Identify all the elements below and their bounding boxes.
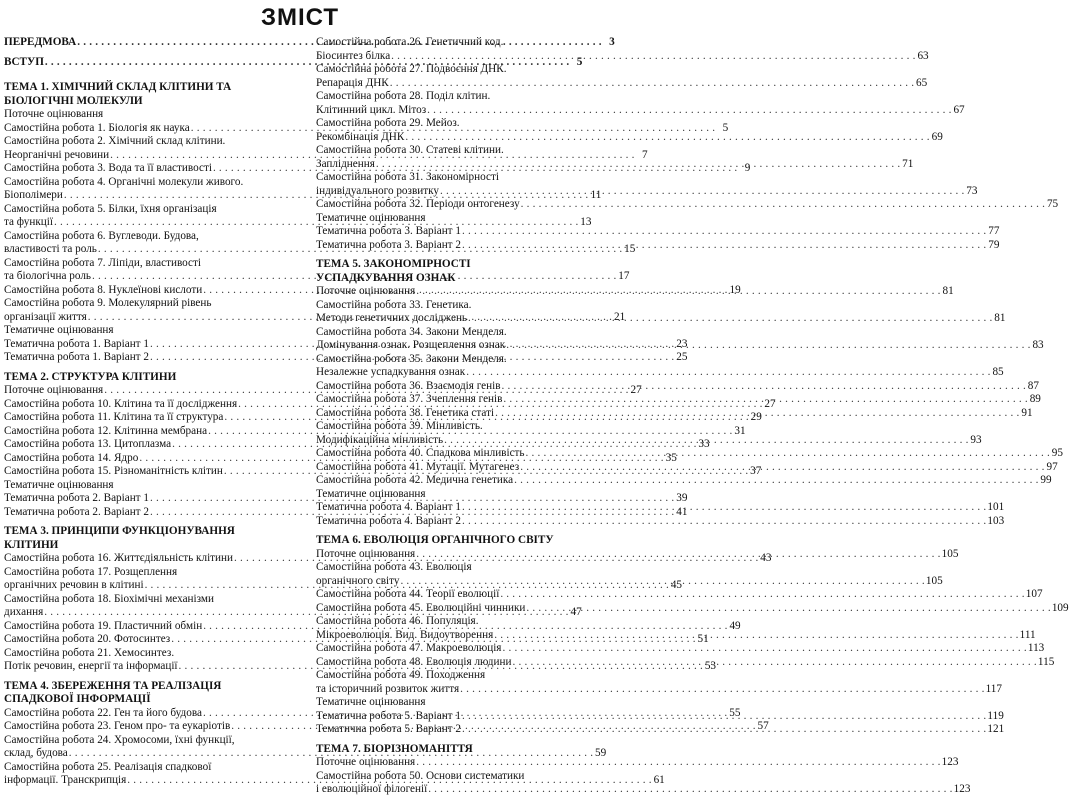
toc-entry-line: Поточне оцінювання (4, 108, 104, 120)
dot-leader (405, 131, 929, 145)
dot-leader (466, 366, 990, 380)
toc-page-number: 27 (630, 384, 642, 396)
toc-entry-line: Самостійна робота 26. Генетичний код. (316, 36, 504, 48)
toc-entry-title: Запліднення (316, 157, 375, 170)
toc-entry-line: Самостійна робота 9. Молекулярний рівень (4, 297, 212, 309)
toc-entry-title: Тематична робота 4. Варіант 2 (316, 514, 461, 527)
toc-entry-line: Самостійна робота 5. Білки, їхня організація (4, 202, 217, 215)
toc-entry-line: Самостійна робота 30. Статеві клітини. (316, 144, 504, 156)
dot-leader (376, 158, 900, 172)
toc-entry-title: Самостійна робота 38. Генетика статі (316, 406, 495, 419)
toc-entry-title: Поточне оцінювання (316, 756, 416, 768)
dot-leader (462, 225, 986, 239)
toc-entry-title: Самостійна робота 36. Взаємодія генів (316, 379, 501, 392)
toc-page-number: 103 (987, 514, 1005, 527)
toc-entry (316, 366, 1004, 380)
toc-entry-title: Самостійна робота 42. Медична генетика (316, 474, 514, 486)
dot-leader (462, 723, 986, 737)
dot-leader (427, 104, 951, 118)
toc-entry-title: Самостійна робота 3. Вода та її властивості (4, 162, 212, 174)
toc-entry-title: Самостійна робота 32. Періоди онтогенезу (316, 198, 520, 210)
toc-page-number: 53 (704, 660, 716, 672)
topic-heading: ТЕМА 6. ЕВОЛЮЦІЯ ОРГАНІЧНОГО СВІТУ (316, 534, 554, 546)
toc-entry-title: Потік речовин, енергії та інформації (4, 660, 178, 672)
toc-page-number: 41 (676, 505, 688, 518)
toc-page-number: 21 (613, 310, 626, 323)
toc-entry (316, 225, 1000, 239)
dot-leader (440, 185, 964, 199)
toc-entry-line: Самостійна робота 43. Еволюція (316, 561, 472, 573)
dot-leader (500, 588, 1024, 602)
toc-entry-title: Тематична робота 2. Варіант 2 (4, 505, 149, 518)
toc-page-number: 37 (750, 465, 762, 477)
toc-page-number: 17 (618, 270, 630, 282)
toc-page-number: 61 (653, 774, 665, 786)
toc-entry-title: Модифікаційна мінливість (316, 433, 444, 446)
toc-entry (316, 756, 959, 770)
toc-page-number: 5 (722, 121, 729, 134)
toc-page-number: 65 (916, 76, 928, 89)
toc-entry-line: Тематичне оцінювання (4, 478, 114, 491)
toc-entry-line: Самостійна робота 49. Походження (316, 669, 486, 681)
toc-entry (316, 103, 965, 118)
topic-heading: УСПАДКУВАННЯ ОЗНАК (316, 271, 456, 284)
toc-entry-title: Незалежне успадкування ознак (316, 366, 466, 378)
toc-entry-title: склад, будова (4, 747, 68, 759)
toc-entry-line: Тематичне оцінювання (316, 487, 426, 500)
dot-leader (494, 629, 1018, 643)
toc-entry-title: Методи генетичних досліджень (316, 312, 468, 324)
toc-entry (316, 642, 1045, 656)
toc-entry-title: Самостійна робота 15. Різноманітність клітин (4, 465, 223, 477)
toc-page-number: 77 (988, 225, 1000, 237)
toc-entry-line: Самостійна робота 7. Ліпіди, властивості (4, 256, 202, 269)
topic-heading: ТЕМА 2. СТРУКТУРА КЛІТИНИ (4, 370, 177, 383)
topic-heading: ТЕМА 4. ЗБЕРЕЖЕННЯ ТА РЕАЛІЗАЦІЯ (4, 679, 222, 692)
toc-entry-title: Домінування ознак. Розщеплення ознак (316, 339, 506, 351)
dot-leader (428, 783, 952, 797)
dot-leader (495, 407, 1019, 421)
toc-entry-title: та функції (4, 216, 53, 228)
toc-entry-line: Тематичне оцінювання (4, 324, 114, 336)
toc-page-number: 67 (953, 103, 965, 116)
toc-page-number: 47 (570, 606, 582, 618)
dot-leader (514, 474, 1038, 488)
toc-page-number: 95 (1051, 447, 1063, 459)
toc-page-number: 81 (994, 312, 1006, 324)
toc-entry-line: Самостійна робота 39. Мінливість. (316, 420, 483, 432)
toc-page-number: 87 (1027, 379, 1039, 392)
toc-page-number: 7 (642, 148, 648, 161)
topic-heading: СПАДКОВОЇ ІНФОРМАЦІЇ (4, 693, 151, 705)
toc-page-number: 55 (729, 706, 741, 719)
toc-entry-title: органічного світу (316, 574, 400, 587)
dot-leader (462, 710, 986, 724)
toc-entry-title: Самостійна робота 20. Фотосинтез (4, 633, 171, 645)
topic-heading: ТЕМА 3. ПРИНЦИПИ ФУНКЦІОНУВАННЯ (4, 525, 235, 537)
toc-page-number: 11 (590, 189, 602, 201)
toc-entry-line: Самостійна робота 4. Органічні молекули живого. (4, 175, 244, 188)
toc-entry-title: Самостійна робота 23. Геном про- та еукаріотів (4, 720, 231, 732)
dot-leader (502, 380, 1026, 394)
toc-entry-line: Самостійна робота 18. Біохімічні механізми (4, 592, 214, 605)
toc-entry-title: Тематична робота 5. Варіант 2 (316, 723, 461, 735)
toc-page-number: 113 (1027, 642, 1045, 654)
toc-entry-title: Самостійна робота 12. Клітинна мембрана (4, 424, 208, 437)
toc-page-number: 13 (580, 216, 592, 228)
toc-entry (316, 474, 1052, 488)
toc-page-number: 97 (1046, 460, 1058, 473)
toc-entry-title: властивості та роль (4, 243, 97, 255)
toc-entry-title: дихання (4, 606, 44, 618)
page-title: ЗМІСТ (260, 4, 340, 31)
toc-entry-title: ПЕРЕДМОВА (4, 36, 77, 48)
toc-page-number: 93 (970, 433, 982, 446)
toc-entry-title: Самостійна робота 47. Макроеволюція (316, 642, 502, 654)
toc-page-number: 39 (676, 492, 688, 504)
toc-page-number: 45 (670, 579, 683, 591)
toc-entry-line: Тематичне оцінювання (316, 211, 426, 224)
toc-entry-line: Тематичне оцінювання (316, 696, 426, 708)
toc-page-number: 59 (595, 747, 607, 759)
toc-entry-title: Біополімери (4, 189, 63, 201)
toc-entry-line: Самостійна робота 24. Хромосоми, їхні функції, (4, 733, 235, 746)
toc-entry (316, 682, 1002, 697)
toc-entry (316, 198, 1059, 212)
dot-leader (462, 515, 986, 529)
dot-leader (416, 285, 940, 299)
toc-page-number: 107 (1025, 588, 1043, 600)
toc-entry-title: ВСТУП (4, 55, 44, 68)
dot-leader (526, 447, 1050, 461)
toc-page-number: 23 (676, 337, 688, 350)
topic-heading: КЛІТИНИ (4, 538, 59, 551)
toc-page-number: 89 (1029, 393, 1041, 405)
dot-leader (460, 683, 984, 697)
toc-page-number: 101 (987, 501, 1005, 513)
toc-page-number: 105 (941, 547, 959, 560)
toc-entry-title: Самостійна робота 10. Клітина та її дослідження (4, 397, 238, 410)
toc-page-number: 85 (992, 366, 1004, 378)
toc-page-number: 121 (987, 723, 1005, 735)
toc-entry-title: і еволюційної філогенії (316, 783, 428, 795)
toc-page-number: 75 (1046, 198, 1059, 210)
toc-entry-title: Тематична робота 4. Варіант 1 (316, 501, 461, 513)
dot-leader (444, 434, 968, 448)
dot-leader (520, 461, 1044, 475)
toc-entry-title: Самостійна робота 44. Теорії еволюції (316, 588, 500, 600)
toc-entry (316, 76, 928, 91)
toc-page-number: 15 (624, 243, 636, 255)
toc-entry (316, 601, 1069, 616)
toc-entry-title: Самостійна робота 8. Нуклеїнові кислоти (4, 283, 203, 296)
toc-entry-title: Тематична робота 1. Варіант 1 (4, 337, 149, 350)
toc-entry-title: Рекомбінація ДНК (316, 130, 405, 143)
toc-page-number: 51 (697, 633, 709, 645)
toc-entry-line: Самостійна робота 29. Мейоз. (316, 117, 460, 129)
toc-entry (316, 157, 914, 172)
toc-page-number: 123 (941, 756, 959, 768)
toc-page-number: 63 (917, 49, 929, 62)
toc-entry-line: Самостійна робота 28. Поділ клітин. (316, 90, 491, 102)
toc-entry-title: Біосинтез білка (316, 49, 391, 62)
toc-entry-title: Поточне оцінювання (316, 285, 416, 297)
toc-entry-line: Самостійна робота 31. Закономірності (316, 171, 499, 183)
toc-page-number: 123 (953, 783, 971, 795)
toc-page-number: 117 (985, 682, 1002, 695)
toc-entry-title: Мікроеволюція. Вид. Видоутворення (316, 628, 494, 641)
toc-entry (316, 588, 1043, 602)
toc-page-number: 49 (729, 619, 741, 632)
toc-entry-title: Самостійна робота 19. Пластичний обмін (4, 619, 203, 632)
toc-entry-title: Поточне оцінювання (316, 547, 416, 560)
toc-entry-line: Самостійна робота 35. Закони Менделя. (316, 352, 507, 365)
dot-leader (512, 656, 1036, 670)
toc-entry-title: Самостійна робота 22. Ген та його будова (4, 706, 202, 719)
dot-leader (416, 548, 940, 562)
dot-leader (526, 602, 1050, 616)
toc-entry-title: Тематична робота 3. Варіант 2 (316, 238, 461, 251)
toc-entry-line: Самостійна робота 21. Хемосинтез. (4, 646, 175, 659)
toc-entry-title: Поточне оцінювання (4, 384, 104, 396)
topic-heading: ТЕМА 1. ХІМІЧНИЙ СКЛАД КЛІТИНИ ТА (4, 81, 232, 93)
toc-page-number: 57 (757, 720, 769, 732)
toc-entry-line: Самостійна робота 46. Популяція. (316, 615, 479, 627)
toc-entry-title: Самостійна робота 41. Мутації. Мутагенез (316, 460, 520, 473)
dot-leader (462, 239, 986, 253)
toc-page-number: 25 (676, 351, 688, 363)
toc-entry-title: органічних речовин в клітині (4, 579, 144, 591)
dot-leader (400, 575, 924, 589)
topic-heading: ТЕМА 5. ЗАКОНОМІРНОСТІ (316, 258, 471, 270)
toc-page-number: 43 (760, 552, 772, 564)
toc-entry-title: Тематична робота 1. Варіант 2 (4, 351, 149, 363)
toc-entry-title: Тематична робота 5. Варіант 1 (316, 709, 461, 722)
toc-page-number: 19 (729, 283, 741, 296)
toc-page-number: 91 (1021, 406, 1033, 419)
toc-entry-title: Самостійна робота 13. Цитоплазма (4, 438, 172, 450)
toc-entry-line: Самостійна робота 6. Вуглеводи. Будова, (4, 229, 199, 242)
toc-entry (316, 783, 971, 797)
toc-entry (316, 514, 1005, 529)
toc-entry-title: Самостійна робота 16. Життєдіяльність клітини (4, 552, 234, 564)
toc-entry-line: Самостійна робота 34. Закони Менделя. (316, 325, 507, 338)
toc-entry-title: Неорганічні речовини (4, 148, 110, 161)
dot-leader (416, 756, 940, 770)
toc-page-number: 109 (1051, 601, 1069, 614)
toc-entry-line: Самостійна робота 27. Подвоєння ДНК. (316, 63, 507, 75)
dot-leader (503, 393, 1027, 407)
toc-entry-title: та історичний розвиток життя (316, 682, 460, 695)
toc-entry-title: Самостійна робота 37. Зчеплення генів (316, 393, 503, 405)
dot-leader (390, 77, 914, 91)
toc-entry-line: Самостійна робота 25. Реалізація спадкової (4, 760, 212, 773)
toc-page-number: 73 (966, 184, 978, 197)
toc-page-number: 111 (1019, 628, 1036, 641)
toc-page-number: 71 (902, 157, 914, 170)
toc-entry-line: Самостійна робота 17. Розщеплення (4, 565, 178, 578)
topic-heading: БІОЛОГІЧНІ МОЛЕКУЛИ (4, 94, 143, 107)
toc-page-number: 5 (576, 55, 583, 68)
toc-entry-title: Тематична робота 2. Варіант 1 (4, 492, 149, 504)
toc-page-number: 35 (665, 451, 677, 464)
toc-entry-title: Клітинний цикл. Мітоз (316, 103, 427, 116)
toc-page-number: 69 (931, 130, 943, 143)
toc-entry-title: Самостійна робота 11. Клітина та її структура (4, 411, 224, 423)
toc-page-number: 81 (942, 285, 954, 297)
toc-page-number: 27 (764, 397, 776, 410)
toc-page-number: 83 (1032, 339, 1044, 351)
topic-heading: ТЕМА 7. БІОРІЗНОМАНІТТЯ (316, 742, 473, 755)
toc-page-number: 115 (1037, 655, 1055, 668)
toc-entry-title: Тематична робота 3. Варіант 1 (316, 225, 461, 237)
toc-entry-title: інформації. Транскрипція (4, 774, 127, 786)
dot-leader (391, 50, 915, 64)
toc-page-number: 9 (744, 162, 751, 174)
toc-page-number: 31 (734, 424, 746, 437)
toc-entry-title: Самостійна робота 48. Еволюція людини (316, 655, 512, 668)
dot-leader (506, 339, 1030, 353)
toc-entry-line: Самостійна робота 2. Хімічний склад клітини. (4, 135, 226, 147)
toc-page-number: 29 (750, 411, 762, 423)
dot-leader (468, 312, 992, 326)
toc-page-number: 119 (987, 709, 1004, 722)
toc-entry-line: Самостійна робота 33. Генетика. (316, 298, 472, 311)
toc-entry-line: Самостійна робота 50. Основи систематики (316, 769, 525, 782)
dot-leader (502, 642, 1026, 656)
toc-entry-title: Самостійна робота 14. Ядро (4, 451, 139, 464)
toc-page-number: 33 (698, 438, 710, 450)
toc-entry-title: Самостійна робота 40. Спадкова мінливість (316, 447, 525, 459)
toc-page-number: 99 (1040, 474, 1052, 486)
toc-entry-title: Самостійна робота 45. Еволюційні чинники (316, 601, 526, 614)
toc-entry-title: індивідуального розвитку (316, 184, 439, 197)
toc-page-number: 3 (609, 36, 615, 48)
dot-leader (462, 501, 986, 515)
toc-entry (316, 130, 943, 145)
toc-entry-title: Репарація ДНК (316, 76, 389, 89)
toc-page-number: 79 (988, 238, 1000, 251)
toc-entry-title: організації життя (4, 310, 87, 323)
toc-entry-title: Самостійна робота 1. Біологія як наука (4, 121, 190, 134)
dot-leader (521, 198, 1045, 212)
toc-page-number: 105 (925, 574, 943, 587)
toc-entry (316, 49, 929, 64)
toc-entry-title: та біологічна роль (4, 270, 92, 282)
